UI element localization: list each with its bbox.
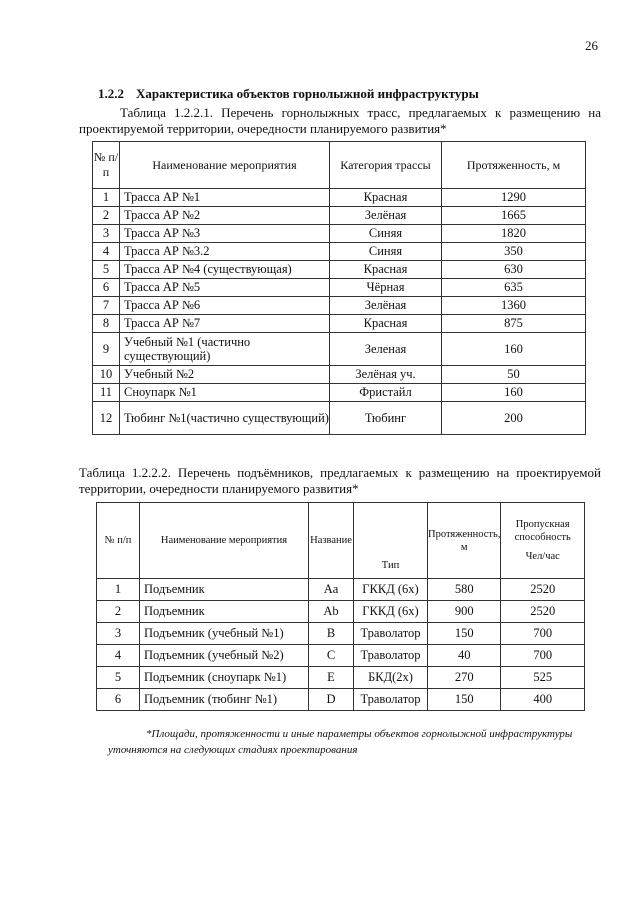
table-cell: Трасса АР №5	[120, 279, 330, 297]
table-cell: Зелёная	[330, 297, 442, 315]
table-cell: Трасса АР №3.2	[120, 243, 330, 261]
table-cell: 4	[93, 243, 120, 261]
table-cell: 11	[93, 384, 120, 402]
table-cell: Подъемник (тюбинг №1)	[140, 689, 309, 711]
table-cell: 2	[97, 601, 140, 623]
footnote	[108, 726, 582, 758]
table-cell: 900	[428, 601, 501, 623]
table-row	[97, 623, 585, 645]
table-cell: Красная	[330, 315, 442, 333]
table-cell: Трасса АР №7	[120, 315, 330, 333]
table-cell: 12	[93, 402, 120, 435]
table-cell: 700	[501, 623, 585, 645]
table1-caption-text: Таблица 1.2.2.1. Перечень горнолыжных трасс, предлагаемых к размещению на проектируемой территории, очередности планируемого развития*	[79, 105, 601, 136]
table-cell: 4	[97, 645, 140, 667]
table-cell: 1360	[442, 297, 586, 315]
table-cell: Учебный №2	[120, 366, 330, 384]
table-cell: Aa	[309, 579, 354, 601]
table-cell: 525	[501, 667, 585, 689]
table-cell: Подъемник	[140, 601, 309, 623]
table-cell: Синяя	[330, 225, 442, 243]
table-cell: Трасса АР №1	[120, 189, 330, 207]
col-header-number: № п/п	[97, 503, 140, 579]
table-row	[93, 402, 586, 435]
table-cell: Синяя	[330, 243, 442, 261]
table-cell: 2	[93, 207, 120, 225]
table-cell: Трасса АР №4 (существующая)	[120, 261, 330, 279]
table-cell: Зелёная уч.	[330, 366, 442, 384]
table-cell: C	[309, 645, 354, 667]
table-row	[93, 243, 586, 261]
table-cell: 400	[501, 689, 585, 711]
table-row	[97, 601, 585, 623]
table-cell: 150	[428, 623, 501, 645]
table-row	[93, 207, 586, 225]
table-cell: Трасса АР №3	[120, 225, 330, 243]
col-header-number: № п/п	[93, 142, 120, 189]
page-number: 26	[585, 38, 598, 53]
table-cell: Тюбинг №1(частично существующий)	[120, 402, 330, 435]
table-cell: Чёрная	[330, 279, 442, 297]
table-cell: 350	[442, 243, 586, 261]
col-header-length: Протяженность, м	[428, 503, 501, 579]
table-cell: 6	[97, 689, 140, 711]
table-cell: Траволатор	[354, 689, 428, 711]
table-cell: 8	[93, 315, 120, 333]
table-row	[97, 689, 585, 711]
table-row	[93, 333, 586, 366]
table-cell: 875	[442, 315, 586, 333]
table-cell: 160	[442, 384, 586, 402]
table1-caption	[79, 105, 601, 137]
ski-slopes-table	[92, 141, 586, 435]
table-cell: 3	[97, 623, 140, 645]
lifts-table	[96, 502, 585, 711]
table-row	[97, 645, 585, 667]
table-row	[93, 297, 586, 315]
table-header-row	[93, 142, 586, 189]
table-cell: 630	[442, 261, 586, 279]
table-cell: 700	[501, 645, 585, 667]
table-cell: ГККД (6х)	[354, 579, 428, 601]
table-cell: 1290	[442, 189, 586, 207]
table-cell: 150	[428, 689, 501, 711]
table-cell: 270	[428, 667, 501, 689]
table-cell: 2520	[501, 601, 585, 623]
table-cell: Красная	[330, 189, 442, 207]
table-cell: 635	[442, 279, 586, 297]
col-header-category: Категория трассы	[330, 142, 442, 189]
col-header-name: Наименование мероприятия	[140, 503, 309, 579]
table-cell: 1820	[442, 225, 586, 243]
table-cell: 580	[428, 579, 501, 601]
table-cell: Подъемник (сноупарк №1)	[140, 667, 309, 689]
table-cell: 40	[428, 645, 501, 667]
col-header-capacity	[501, 503, 585, 579]
table-row	[93, 315, 586, 333]
table2-caption	[79, 465, 601, 497]
table-cell: 50	[442, 366, 586, 384]
table-cell: Тюбинг	[330, 402, 442, 435]
table-row	[93, 261, 586, 279]
table-cell: Сноупарк №1	[120, 384, 330, 402]
table-cell: 10	[93, 366, 120, 384]
table-cell: 160	[442, 333, 586, 366]
table-row	[97, 579, 585, 601]
table-cell: Зелёная	[330, 207, 442, 225]
table-cell: 2520	[501, 579, 585, 601]
table-cell: Трасса АР №2	[120, 207, 330, 225]
table-cell: 5	[97, 667, 140, 689]
table-cell: 6	[93, 279, 120, 297]
section-number: 1.2.2	[98, 86, 124, 101]
section-heading	[98, 86, 479, 102]
table-cell: Зеленая	[330, 333, 442, 366]
section-title: Характеристика объектов горнолыжной инфраструктуры	[136, 86, 479, 101]
table-cell: 7	[93, 297, 120, 315]
col-header-title: Название	[309, 503, 354, 579]
table-cell: Ab	[309, 601, 354, 623]
table-cell: 1	[97, 579, 140, 601]
table-cell: B	[309, 623, 354, 645]
table-cell: 1	[93, 189, 120, 207]
table-cell: 3	[93, 225, 120, 243]
col-header-length: Протяженность, м	[442, 142, 586, 189]
table-row	[93, 366, 586, 384]
col-header-type: Тип	[354, 503, 428, 579]
table-cell: Подъемник (учебный №2)	[140, 645, 309, 667]
table-cell: Подъемник	[140, 579, 309, 601]
table-row	[97, 667, 585, 689]
table-row	[93, 189, 586, 207]
table-cell: Траволатор	[354, 623, 428, 645]
table-row	[93, 279, 586, 297]
table-row	[93, 225, 586, 243]
capacity-unit: Чел/час	[525, 551, 560, 562]
footnote-text: *Площади, протяженности и иные параметры объектов горнолыжной инфраструктуры уточняются на следующих стадиях проектирования	[108, 728, 573, 756]
table-cell: 5	[93, 261, 120, 279]
table-cell: Красная	[330, 261, 442, 279]
table-cell: БКД(2х)	[354, 667, 428, 689]
table-cell: ГККД (6х)	[354, 601, 428, 623]
table-cell: D	[309, 689, 354, 711]
table-header-row	[97, 503, 585, 579]
col-header-name: Наименование мероприятия	[120, 142, 330, 189]
table-cell: 9	[93, 333, 120, 366]
table-cell: Траволатор	[354, 645, 428, 667]
capacity-label: Пропускная способность	[514, 519, 571, 543]
table2-caption-text: Таблица 1.2.2.2. Перечень подъёмников, предлагаемых к размещению на проектируемой территории, очередности планируемого развития*	[79, 465, 601, 496]
table-cell: Фристайл	[330, 384, 442, 402]
table-cell: 1665	[442, 207, 586, 225]
table-row	[93, 384, 586, 402]
table-cell: Подъемник (учебный №1)	[140, 623, 309, 645]
table-cell: Учебный №1 (частично существующий)	[120, 333, 330, 366]
table-cell: E	[309, 667, 354, 689]
table-cell: 200	[442, 402, 586, 435]
table-cell: Трасса АР №6	[120, 297, 330, 315]
